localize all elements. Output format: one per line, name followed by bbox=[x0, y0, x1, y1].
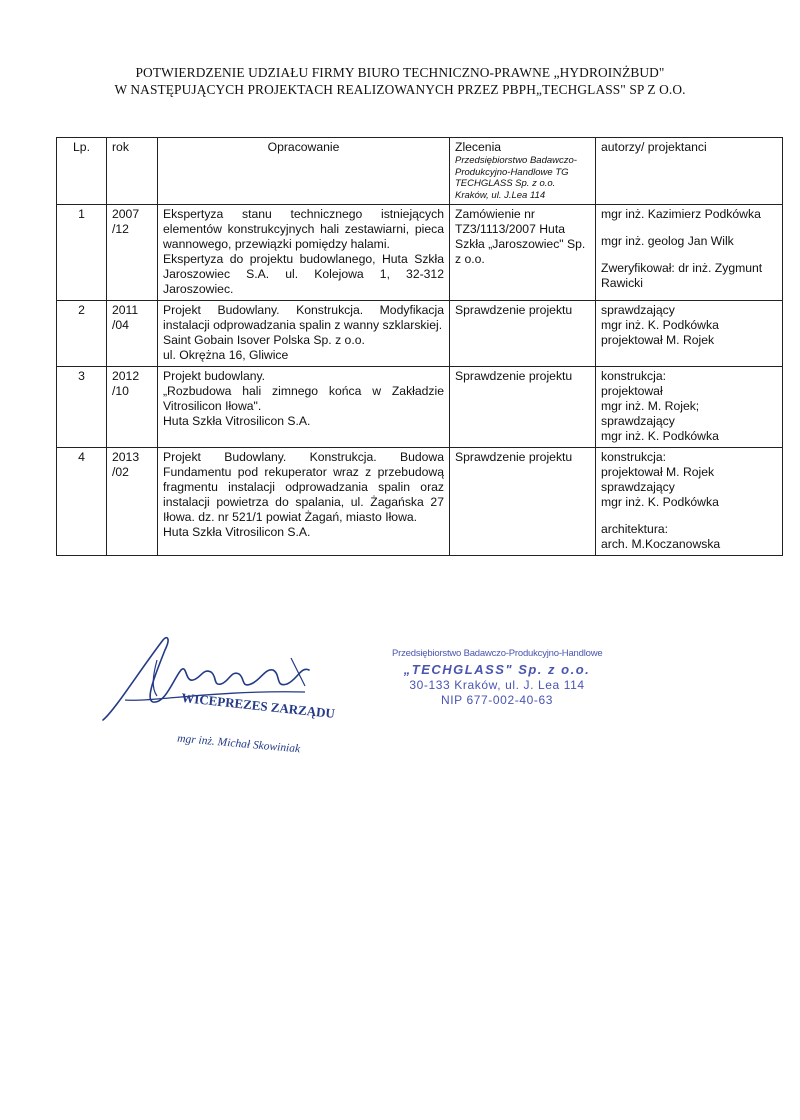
row-client: Sprawdzenie projektu bbox=[450, 448, 596, 556]
table-row bbox=[57, 367, 783, 448]
handwritten-signature bbox=[95, 630, 355, 740]
header-client-sub: Przedsiębiorstwo Badawczo-Produkcyjno-Handlowe TG TECHGLASS Sp. z o.o. Kraków, ul. J.Lea 114 bbox=[455, 155, 577, 201]
author-line: arch. M.Koczanowska bbox=[601, 537, 721, 551]
table-row bbox=[57, 301, 783, 367]
row-description bbox=[158, 448, 450, 556]
header-year: rok bbox=[107, 138, 158, 205]
row-authors bbox=[596, 367, 783, 448]
author-line bbox=[601, 249, 777, 261]
author-line: mgr inż. K. Podkówka bbox=[601, 495, 719, 509]
stamp-line-4: NIP 677-002-40-63 bbox=[440, 693, 554, 707]
row-year: 2012 /10 bbox=[107, 367, 158, 448]
row-client: Sprawdzenie projektu bbox=[450, 301, 596, 367]
row-authors bbox=[596, 205, 783, 301]
author-line bbox=[601, 510, 777, 522]
header-client bbox=[450, 138, 596, 205]
row-year: 2011 /04 bbox=[107, 301, 158, 367]
author-line: sprawdzający bbox=[601, 480, 675, 494]
stamp-line-3: 30-133 Kraków, ul. J. Lea 114 bbox=[409, 678, 585, 692]
signature-role: WICEPREZES ZARZĄDU bbox=[180, 689, 336, 722]
description-line: Ekspertyza do projektu budowlanego, Huta Szkła Jaroszowiec S.A. ul. Kolejowa 1, 32-312 Jaroszowiec. bbox=[163, 252, 444, 296]
author-line: projektował bbox=[601, 384, 663, 398]
row-client: Sprawdzenie projektu bbox=[450, 367, 596, 448]
description-line: Projekt Budowlany. Konstrukcja. Budowa Fundamentu pod rekuperator wraz z przebudową fragmentu instalacji odprowadzania spalin oraz instalacji powietrza do spalania, ul. Żagańska 27 Iłowa. dz. nr 521/1 powiat Żagań, miasto Iłowa. bbox=[163, 450, 444, 524]
row-year: 2013 /02 bbox=[107, 448, 158, 556]
table-header-row bbox=[57, 138, 783, 205]
description-line: Huta Szkła Vitrosilicon S.A. bbox=[163, 525, 311, 539]
author-line: Zweryfikował: dr inż. Zygmunt Rawicki bbox=[601, 261, 763, 290]
header-lp: Lp. bbox=[57, 138, 107, 205]
description-line: Saint Gobain Isover Polska Sp. z o.o. bbox=[163, 333, 365, 347]
row-year: 2007 /12 bbox=[107, 205, 158, 301]
author-line: projektował M. Rojek bbox=[601, 465, 715, 479]
document-title bbox=[0, 64, 800, 98]
author-line: mgr inż. M. Rojek; bbox=[601, 399, 700, 413]
row-lp: 1 bbox=[57, 205, 107, 301]
author-line: projektował M. Rojek bbox=[601, 333, 715, 347]
author-line: konstrukcja: bbox=[601, 369, 667, 383]
row-lp: 3 bbox=[57, 367, 107, 448]
author-line: sprawdzający bbox=[601, 303, 675, 317]
row-lp: 2 bbox=[57, 301, 107, 367]
description-line: Projekt Budowlany. Konstrukcja. Modyfikacja instalacji odprowadzania spalin z wanny szklarskiej. bbox=[163, 303, 444, 332]
row-authors bbox=[596, 301, 783, 367]
projects-table bbox=[56, 137, 783, 556]
author-line: konstrukcja: bbox=[601, 450, 667, 464]
signature-block bbox=[95, 630, 355, 770]
row-description bbox=[158, 301, 450, 367]
company-stamp bbox=[392, 648, 602, 707]
description-line: Ekspertyza stanu technicznego istniejących elementów konstrukcyjnych hali zestawiarni, pieca wannowego, przewiązki pomiędzy halami. bbox=[163, 207, 444, 251]
title-line-1: POTWIERDZENIE UDZIAŁU FIRMY BIURO TECHNICZNO-PRAWNE „HYDROINŻBUD" bbox=[135, 65, 665, 80]
header-work: Opracowanie bbox=[158, 138, 450, 205]
title-line-2: W NASTĘPUJĄCYCH PROJEKTACH REALIZOWANYCH PRZEZ PBPH„TECHGLASS" SP Z O.O. bbox=[114, 82, 686, 97]
row-description bbox=[158, 205, 450, 301]
description-line: Projekt budowlany. bbox=[163, 369, 266, 383]
author-line: mgr inż. K. Podkówka bbox=[601, 318, 719, 332]
row-authors bbox=[596, 448, 783, 556]
row-description bbox=[158, 367, 450, 448]
author-line: mgr inż. geolog Jan Wilk bbox=[601, 234, 734, 248]
author-line: mgr inż. K. Podkówka bbox=[601, 429, 719, 443]
description-line: „Rozbudowa hali zimnego końca w Zakładzie Vitrosilicon Iłowa". bbox=[163, 384, 444, 413]
header-client-label: Zlecenia bbox=[455, 140, 502, 154]
signature-name: mgr inż. Michał Skowiniak bbox=[176, 732, 301, 756]
author-line: architektura: bbox=[601, 522, 669, 536]
header-authors: autorzy/ projektanci bbox=[596, 138, 783, 205]
author-line: mgr inż. Kazimierz Podkówka bbox=[601, 207, 761, 221]
row-client: Zamówienie nr TZ3/1113/2007 Huta Szkła „Jaroszowiec" Sp. z o.o. bbox=[450, 205, 596, 301]
author-line: sprawdzający bbox=[601, 414, 675, 428]
table-row bbox=[57, 448, 783, 556]
row-lp: 4 bbox=[57, 448, 107, 556]
stamp-line-1: Przedsiębiorstwo Badawczo-Produkcyjno-Handlowe bbox=[392, 648, 603, 659]
table-row bbox=[57, 205, 783, 301]
stamp-company-name: „TECHGLASS" Sp. z o.o. bbox=[403, 662, 591, 677]
stamp-line-2 bbox=[392, 662, 602, 677]
description-line: ul. Okrężna 16, Gliwice bbox=[163, 348, 289, 362]
author-line bbox=[601, 222, 777, 234]
description-line: Huta Szkła Vitrosilicon S.A. bbox=[163, 414, 311, 428]
